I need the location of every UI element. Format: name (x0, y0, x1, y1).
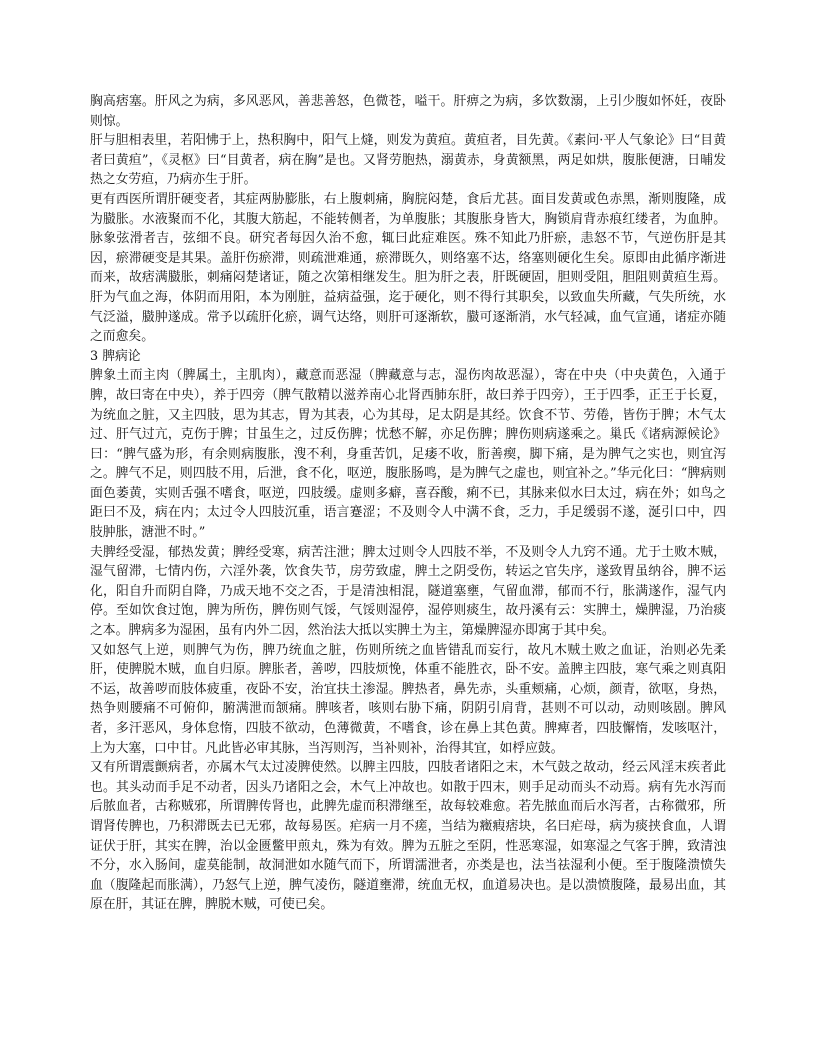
section-heading-spleen: 3 脾病论 (90, 348, 141, 364)
paragraph-spleen-intro: 脾象土而主肉（脾属土，主肌肉），藏意而恶湿（脾藏意与志，湿伤肉故恶湿），寄在中央（中央黄色，入通于脾，故曰寄在中央），养于四旁（脾气散精以滋养南心北肾西肺东肝，故曰养于四旁），王于四季，正王于长夏，为统血之脏，又主四肢，思为其志，胃为其表，心为其母，足太阴是其经。饮食不节、劳倦，皆伤于脾；木气太过、肝气过亢，克伤于脾；甘虽生之，过反伤脾；忧愁不解，亦足伤脾；脾伤则病遂乘之。巢氏《诸病源候论》曰：“脾气盛为形，有余则病腹胀，溲不利，身重苦饥，足痿不收，胻善瘈，脚下痛，是为脾气之实也，则宜泻之。脾气不足，则四肢不用，后泄，食不化，呕逆，腹胀肠鸣，是为脾气之虚也，则宜补之。”华元化曰：“脾病则面色萎黄，实则舌强不嗜食，呕逆，四肢缓。虚则多癖，喜吞酸，痢不已，其脉来似水曰太过，病在外；如鸟之距曰不及，病在内；太过令人四肢沉重，语言蹇涩；不及则令人中满不食，乏力，手足缓弱不遂，涎引口中，四肢肿胀，溏泄不时。” (90, 368, 726, 541)
paragraph-liver-wind: 胸高痞塞。肝风之为病，多风恶风，善悲善怒，色微苍，嗌干。肝痹之为病，多饮数溺，上引少腹如怀妊，夜卧则惊。 (90, 94, 726, 129)
paragraph-tremor: 又有所谓震颤病者，亦属木气太过凌脾使然。以脾主四肢，四肢者诸阳之末，木气鼓之故动，经云风淫末疾者此也。其头动而手足不动者，因头乃诸阳之会，木气上冲故也。如散于四末，则手足动而头不动焉。病有先水泻而后脓血者，古称贼邪，所谓脾传肾也，此脾先虚而积滞继至，故每较难愈。若先脓血而后水泻者，古称微邪，所谓肾传脾也，乃积滞既去已无邪，故每易医。疟病一月不瘥，当结为癥瘕痞块，名曰疟母，病为痰挟食血，人谓证伏于肝，其实在脾，治以金匮鳖甲煎丸，殊为有效。脾为五脏之至阴，性恶寒湿，如寒湿之气客于脾，致清浊不分，水入肠间，虚莫能制，故洞泄如水随气而下，所谓濡泄者，亦类是也，法当祛湿利小便。至于腹隆溃愤失血（腹隆起而胀满），乃怒气上逆，脾气凌伤，隧道壅滞，统血无权，血道易决也。是以溃愤腹隆，最易出血，其原在肝，其证在脾，脾脱木贼，可使已矣。 (90, 760, 726, 913)
paragraph-spleen-anger: 又如怒气上逆，则脾气为伤，脾乃统血之脏，伤则所统之血皆错乱而妄行，故凡木贼土败之血证，治则必先柔肝，使脾脱木贼，血自归原。脾胀者，善哕，四肢烦悗，体重不能胜衣，卧不安。盖脾主四肢，寒气乘之则真阳不运，故善哕而肢体疲重，夜卧不安，治宜扶土渗湿。脾热者，鼻先赤，头重颊痛，心烦，颜青，欲呕，身热，热争则腰痛不可俯仰，腑满泄而颔痛。脾咳者，咳则右胁下痛，阴阴引肩背，甚则不可以动，动则咳剧。脾风者，多汗恶风，身体怠惰，四肢不欲动，色薄微黄，不嗜食，诊在鼻上其色黄。脾痺者，四肢懈惰，发咳呕汁，上为大塞，口中甘。凡此皆必审其脉，当泻则泻，当补则补，治得其宜，如桴应鼓。 (90, 642, 726, 756)
paragraph-cirrhosis: 更有西医所谓肝硬变者，其症两胁膨胀，右上腹刺痛，胸脘闷楚，食后尤甚。面目发黄或色赤黑，渐则腹隆，成为臌胀。水液聚而不化，其腹大筋起，不能转侧者，为单腹胀；其腹胀身皆大，胸锁肩背赤痕红缕者，为血肿。脉象弦滑者吉，弦细不良。研究者每因久治不愈，辄曰此症难医。殊不知此乃肝瘀，恚怒不节，气逆伤肝是其因，瘀滞硬变是其果。盖肝伤瘀滞，则疏泄难通，瘀滞既久，则络塞不达，络塞则硬化生矣。原即由此循序渐进而来，故痞满臌胀，刺痛闷楚诸证，随之次第相继发生。胆为肝之表，肝既硬固，胆则受阻，胆阻则黄疸生焉。肝为气血之海，体阴而用阳，本为刚脏，益病益强，迄于硬化，则不得行其职矣，以致血失所藏，气失所统，水气泛溢，臌肿遂成。常予以疏肝化瘀，调气达络，则肝可逐渐软，臌可逐渐消，水气轻减，血气宣通，诸症亦随之而愈矣。 (90, 191, 726, 345)
paragraph-jaundice: 肝与胆相表里，若阳怫于上，热积胸中，阳气上熢，则发为黄疸。黄疸者，目先黄。《素问·平人气象论》曰“目黄者曰黄疸”，《灵枢》曰“目黄者，病在胸”是也。又肾劳胞热，溺黄赤，身黄额黑，两足如烘，腹胀便溏，日晡发热之女劳疸，乃病亦生于肝。 (90, 133, 726, 188)
document-page (90, 92, 726, 915)
paragraph-spleen-damp: 夫脾经受湿，郁热发黄；脾经受寒，病苦注泄；脾太过则令人四肢不举，不及则令人九窍不通。尤于土败木贼，湿气留滞，七情内伤，六淫外袭，饮食失节，房劳致虚，脾土之阴受伤，转运之官失序，遂致胃虽纳谷，脾不运化，阳自升而阴自降，乃成天地不交之否，于是清浊相混，隧道塞壅，气留血滞，郁而不行，胀满遂作，湿气内停。至如饮食过饱，脾为所伤，脾伤则气馁，气馁则湿停，湿停则痰生，故丹溪有云：实脾土，燥脾湿，乃治痰之本。脾病多为湿困，虽有内外二因，然治法大抵以实脾土为主，第燥脾湿亦即寓于其中矣。 (90, 544, 726, 639)
